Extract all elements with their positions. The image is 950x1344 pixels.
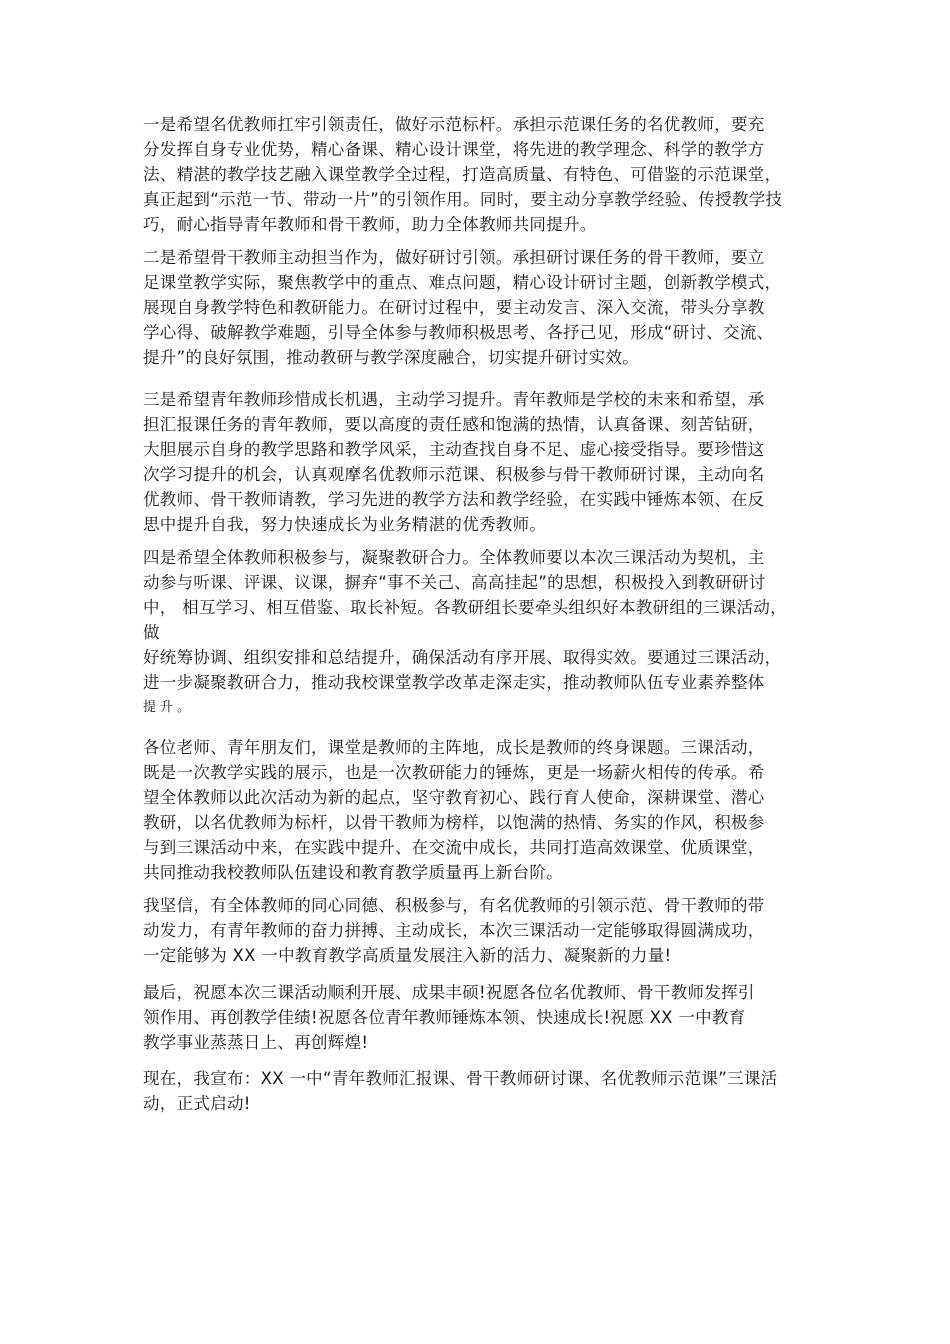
text-line: 提升”的良好氛围，推动教研与教学深度融合，切实提升研讨实效。 — [143, 348, 640, 367]
text-line: 望全体教师以此次活动为新的起点，坚守教育初心、践行育人使命，深耕课堂、潜心 — [143, 788, 765, 807]
text-line: 好统筹协调、组织安排和总结提升，确保活动有序开展、取得实效。要通过三课活动， — [143, 648, 782, 667]
paragraph-6 — [143, 893, 823, 968]
text-line: 提升。 — [143, 700, 195, 715]
text-line: 教研，以名优教师为标杆，以骨干教师为榜样，以饱满的热情、务实的作风，积极参 — [143, 813, 765, 832]
text-line: 最后，祝愿本次三课活动顺利开展、成果丰硕!祝愿各位名优教师、骨干教师发挥引 — [143, 983, 755, 1002]
text-line: 共同推动我校教师队伍建设和教育教学质量再上新台阶。 — [143, 863, 563, 882]
text-line: 次学习提升的机会，认真观摩名优教师示范课、积极参与骨干教师研讨课，主动向名 — [143, 465, 765, 484]
text-line: 二是希望骨干教师主动担当作为，做好研讨引领。承担研讨课任务的骨干教师，要立 — [143, 248, 765, 267]
paragraph-8 — [143, 1066, 823, 1116]
text-line: 优教师、骨干教师请教，学习先进的教学方法和教学经验，在实践中锤炼本领、在反 — [143, 490, 765, 509]
text-line: 我坚信，有全体教师的同心同德、积极参与，有名优教师的引领示范、骨干教师的带 — [143, 896, 765, 915]
text-line: 巧，耐心指导青年教师和骨干教师，助力全体教师共同提升。 — [143, 215, 597, 234]
text-line: 学心得、破解教学难题，引导全体参与教师积极思考、各抒己见，形成“研讨、交流、 — [143, 323, 774, 342]
paragraph-5 — [143, 735, 823, 885]
paragraph-4 — [143, 545, 823, 720]
text-line: 大胆展示自身的教学思路和教学风采，主动查找自身不足、虚心接受指导。要珍惜这 — [143, 440, 765, 459]
text-line: 一定能够为 XX 一中教育教学高质量发展注入新的活力、凝聚新的力量! — [143, 946, 672, 965]
text-line: 动参与听课、评课、议课，摒弃“事不关己、高高挂起”的思想，积极投入到教研研讨 — [143, 573, 766, 592]
text-line: 担汇报课任务的青年教师，要以高度的责任感和饱满的热情，认真备课、刻苦钻研， — [143, 415, 765, 434]
text-line: 思中提升自我，努力快速成长为业务精湛的优秀教师。 — [143, 515, 547, 534]
text-line: 现在，我宣布：XX 一中“青年教师汇报课、骨干教师研讨课、名优教师示范课”三课活 — [143, 1069, 778, 1088]
text-line: 动发力，有青年教师的奋力拼搏、主动成长，本次三课活动一定能够取得圆满成功， — [143, 921, 765, 940]
paragraph-1 — [143, 112, 823, 237]
text-line: 真正起到“示范一节、带动一片”的引领作用。同时，要主动分享教学经验、传授教学技 — [143, 190, 783, 209]
text-line: 分发挥自身专业优势，精心备课、精心设计课堂，将先进的教学理念、科学的教学方 — [143, 140, 765, 159]
text-line: 三是希望青年教师珍惜成长机遇，主动学习提升。青年教师是学校的未来和希望，承 — [143, 390, 765, 409]
text-line: 既是一次教学实践的展示，也是一次教研能力的锤炼，更是一场薪火相传的传承。希 — [143, 763, 765, 782]
text-line: 一是希望名优教师扛牢引领责任，做好示范标杆。承担示范课任务的名优教师，要充 — [143, 115, 765, 134]
text-line: 进一步凝聚教研合力，推动我校课堂教学改革走深走实，推动教师队伍专业素养整体 — [143, 673, 765, 692]
text-line: 足课堂教学实际，聚焦教学中的重点、难点问题，精心设计研讨主题，创新教学模式， — [143, 273, 782, 292]
text-line: 与到三课活动中来，在实践中提升、在交流中成长，共同打造高效课堂、优质课堂， — [143, 838, 765, 857]
text-line: 各位老师、青年朋友们，课堂是教师的主阵地，成长是教师的终身课题。三课活动， — [143, 738, 765, 757]
text-line: 四是希望全体教师积极参与，凝聚教研合力。全体教师要以本次三课活动为契机，主 — [143, 548, 765, 567]
text-line: 教学事业蒸蒸日上、再创辉煌! — [143, 1033, 369, 1052]
text-line: 领作用、再创教学佳绩!祝愿各位青年教师锤炼本领、快速成长!祝愿 XX 一中教育 — [143, 1008, 746, 1027]
paragraph-2 — [143, 245, 823, 370]
paragraph-7 — [143, 980, 823, 1055]
text-line: 法、精湛的教学技艺融入课堂教学全过程，打造高质量、有特色、可借鉴的示范课堂， — [143, 165, 782, 184]
text-line: 展现自身教学特色和教研能力。在研讨过程中，要主动发言、深入交流，带头分享教 — [143, 298, 765, 317]
text-line: 动，正式启动! — [143, 1094, 251, 1113]
text-line: 中， 相互学习、相互借鉴、取长补短。各教研组长要牵头组织好本教研组的三课活动， — [143, 598, 787, 617]
paragraph-3 — [143, 387, 823, 537]
text-line: 做 — [143, 623, 160, 642]
